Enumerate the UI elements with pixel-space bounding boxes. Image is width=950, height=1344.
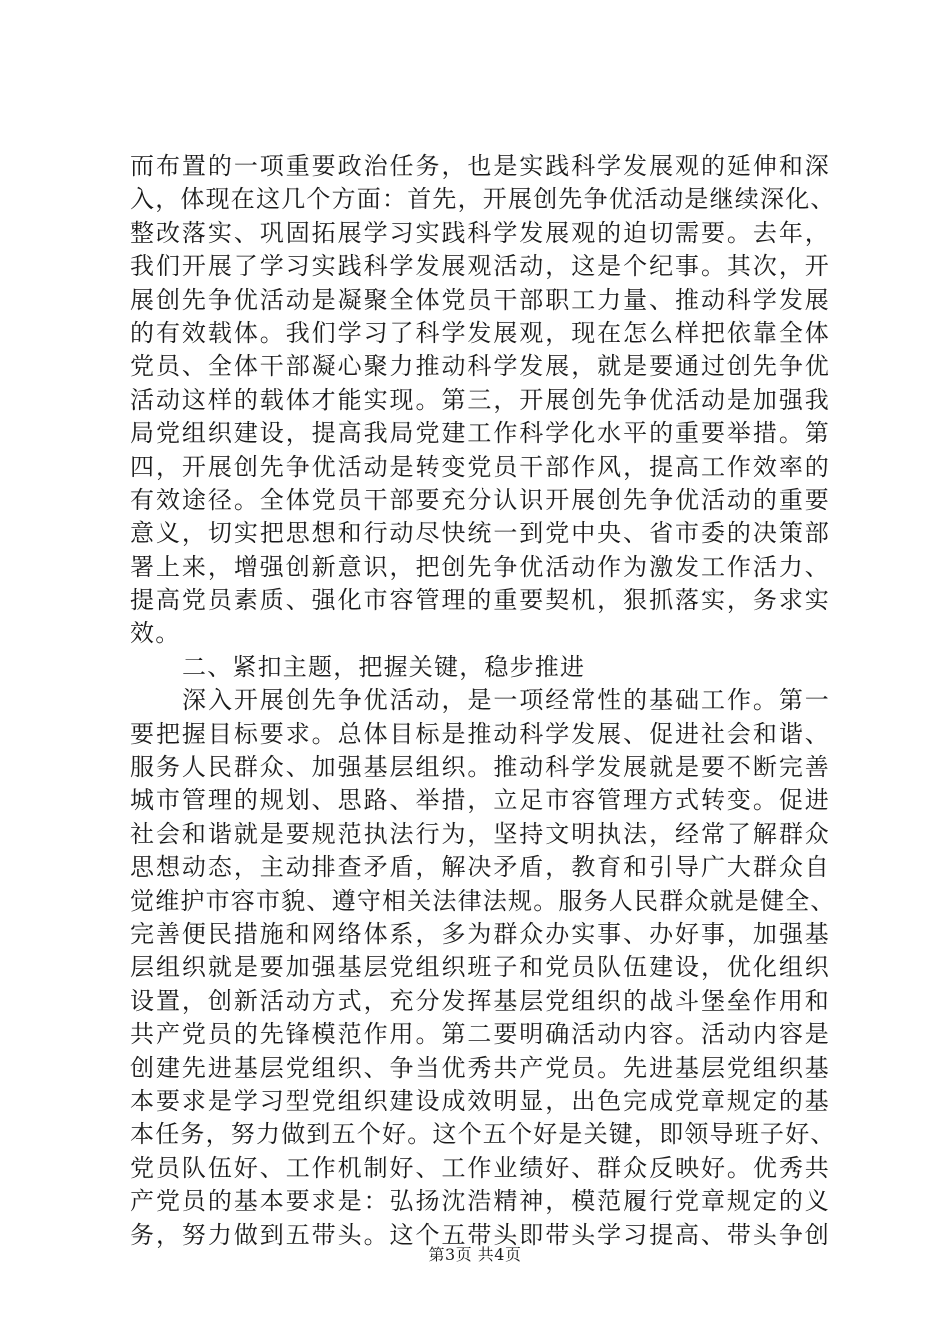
- text-line: 务，努力做到五带头。这个五带头即带头学习提高、带头争创: [130, 1220, 830, 1249]
- text-line: 社会和谐就是要规范执法行为，坚持文明执法，经常了解群众: [130, 819, 830, 848]
- text-line: 提高党员素质、强化市容管理的重要契机，狠抓落实，务求实: [130, 586, 830, 615]
- text-line: 服务人民群众、加强基层组织。推动科学发展就是要不断完善: [130, 753, 830, 782]
- text-line: 层组织就是要加强基层党组织班子和党员队伍建设，优化组织: [130, 953, 830, 982]
- text-line: 设置，创新活动方式，充分发挥基层党组织的战斗堡垒作用和: [130, 986, 830, 1015]
- text-line: 共产党员的先锋模范作用。第二要明确活动内容。活动内容是: [130, 1020, 830, 1049]
- text-line: 我们开展了学习实践科学发展观活动，这是个纪事。其次，开: [130, 252, 830, 281]
- text-line: 活动这样的载体才能实现。第三，开展创先争优活动是加强我: [130, 385, 830, 414]
- page-number-footer: 第3页 共4页: [428, 1245, 522, 1264]
- text-line: 四，开展创先争优活动是转变党员干部作风，提高工作效率的: [130, 452, 830, 481]
- text-line: 城市管理的规划、思路、举措，立足市容管理方式转变。促进: [130, 786, 830, 815]
- text-line: 创建先进基层党组织、争当优秀共产党员。先进基层党组织基: [130, 1053, 830, 1082]
- text-line: 要把握目标要求。总体目标是推动科学发展、促进社会和谐、: [130, 719, 830, 748]
- text-line: 入，体现在这几个方面：首先，开展创先争优活动是继续深化、: [130, 185, 836, 214]
- text-line: 思想动态，主动排查矛盾，解决矛盾，教育和引导广大群众自: [130, 853, 830, 882]
- text-line: 觉维护市容市貌、遵守相关法律法规。服务人民群众就是健全、: [130, 886, 836, 915]
- text-line: 完善便民措施和网络体系，多为群众办实事、办好事，加强基: [130, 919, 830, 948]
- text-line: 有效途径。全体党员干部要充分认识开展创先争优活动的重要: [130, 485, 830, 514]
- text-line: 产党员的基本要求是：弘扬沈浩精神，模范履行党章规定的义: [130, 1187, 830, 1216]
- text-line: 而布置的一项重要政治任务，也是实践科学发展观的延伸和深: [130, 152, 830, 180]
- text-line: 的有效载体。我们学习了科学发展观，现在怎么样把依靠全体: [130, 318, 830, 347]
- text-line: 党员队伍好、工作机制好、工作业绩好、群众反映好。优秀共: [130, 1153, 830, 1182]
- text-line: 深入开展创先争优活动，是一项经常性的基础工作。第一: [182, 686, 830, 715]
- text-line: 意义，切实把思想和行动尽快统一到党中央、省市委的决策部: [130, 519, 830, 548]
- text-line: 本任务，努力做到五个好。这个五个好是关键，即领导班子好、: [130, 1120, 836, 1149]
- text-line: 局党组织建设，提高我局党建工作科学化水平的重要举措。第: [130, 419, 830, 448]
- text-line: 效。: [130, 619, 181, 648]
- text-line: 本要求是学习型党组织建设成效明显，出色完成党章规定的基: [130, 1086, 830, 1115]
- text-line: 署上来，增强创新意识，把创先争优活动作为激发工作活力、: [130, 552, 830, 581]
- section-heading: 二、紧扣主题，把握关键，稳步推进: [182, 652, 586, 681]
- text-line: 整改落实、巩固拓展学习实践科学发展观的迫切需要。去年，: [130, 218, 830, 247]
- text-line: 展创先争优活动是凝聚全体党员干部职工力量、推动科学发展: [130, 285, 830, 314]
- document-body: [130, 150, 836, 1252]
- text-line: 党员、全体干部凝心聚力推动科学发展，就是要通过创先争优: [130, 352, 830, 381]
